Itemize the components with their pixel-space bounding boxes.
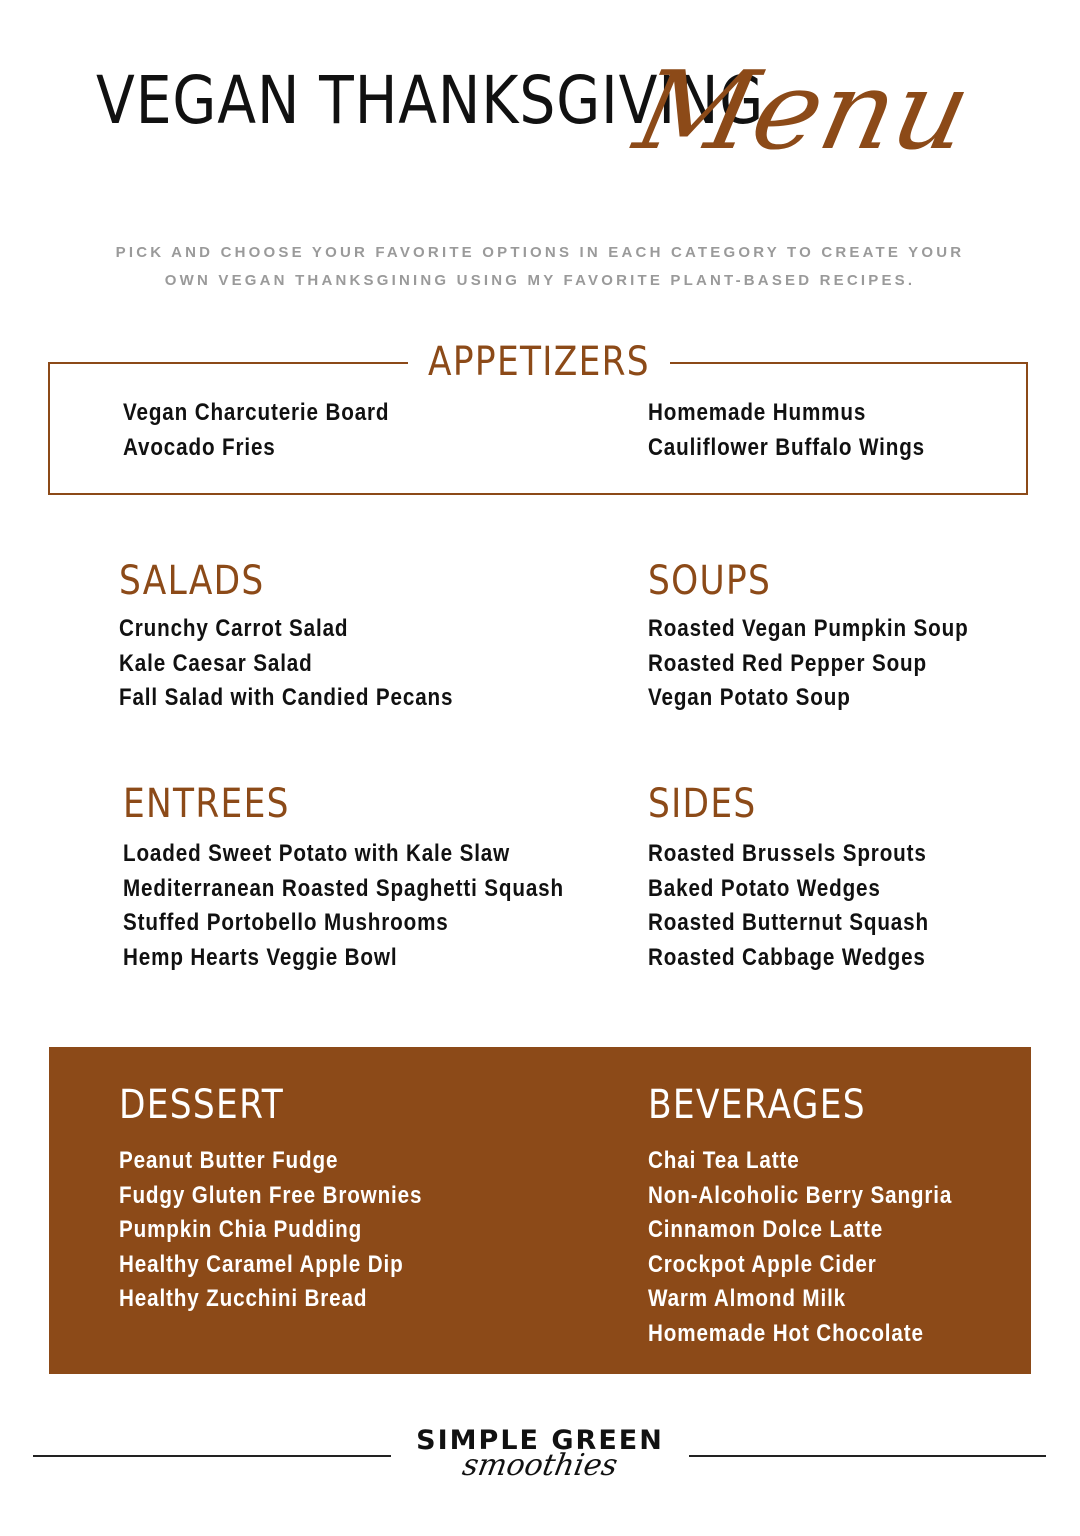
sides-list	[648, 837, 975, 975]
list-item: Peanut Butter Fudge	[119, 1147, 339, 1174]
salads-list	[119, 612, 508, 716]
appetizers-list-right	[648, 396, 970, 465]
list-item: Crunchy Carrot Salad	[119, 615, 349, 642]
beverages-list	[648, 1144, 1002, 1351]
list-item: Roasted Cabbage Wedges	[648, 943, 926, 971]
list-item: Roasted Red Pepper Soup	[648, 649, 927, 677]
list-item: Warm Almond Milk	[648, 1285, 847, 1312]
list-item: Fudgy Gluten Free Brownies	[119, 1181, 423, 1209]
list-item: Vegan Potato Soup	[648, 684, 851, 711]
list-item: Homemade Hot Chocolate	[648, 1319, 924, 1347]
menu-script-title: Menu	[625, 49, 982, 174]
beverages-heading: BEVERAGES	[648, 1082, 866, 1128]
dessert-heading: DESSERT	[119, 1082, 285, 1128]
dessert-list	[119, 1144, 472, 1317]
list-item: Fall Salad with Candied Pecans	[119, 684, 454, 711]
list-item: Roasted Vegan Pumpkin Soup	[648, 615, 969, 642]
brand-logo: SIMPLE GREEN	[416, 1425, 664, 1456]
intro-line-2: OWN VEGAN THANKSGINING USING MY FAVORITE PLANT-BASED RECIPES.	[164, 272, 916, 289]
list-item: Kale Caesar Salad	[119, 649, 313, 677]
appetizers-heading: APPETIZERS	[428, 339, 650, 385]
list-item: Pumpkin Chia Pudding	[119, 1216, 363, 1243]
list-item: Loaded Sweet Potato with Kale Slaw	[123, 840, 511, 867]
list-item: Vegan Charcuterie Board	[123, 399, 390, 426]
intro-line-1: PICK AND CHOOSE YOUR FAVORITE OPTIONS IN EACH CATEGORY TO CREATE YOUR	[115, 244, 965, 261]
list-item: Chai Tea Latte	[648, 1147, 800, 1174]
soups-list	[648, 612, 1021, 716]
list-item: Cauliflower Buffalo Wings	[648, 433, 926, 461]
list-item: Stuffed Portobello Mushrooms	[123, 909, 449, 936]
list-item: Hemp Hearts Veggie Bowl	[123, 943, 398, 971]
list-item: Healthy Caramel Apple Dip	[119, 1250, 404, 1278]
list-item: Roasted Brussels Sprouts	[648, 840, 927, 867]
list-item: Healthy Zucchini Bread	[119, 1285, 368, 1312]
list-item: Mediterranean Roasted Spaghetti Squash	[123, 874, 564, 902]
list-item: Crockpot Apple Cider	[648, 1250, 877, 1278]
list-item: Non-Alcoholic Berry Sangria	[648, 1181, 953, 1209]
appetizers-list-left	[123, 396, 433, 465]
soups-heading: SOUPS	[648, 558, 772, 604]
entrees-list	[123, 837, 636, 975]
list-item: Cinnamon Dolce Latte	[648, 1216, 884, 1243]
list-item: Homemade Hummus	[648, 399, 867, 426]
salads-heading: SALADS	[119, 558, 265, 604]
list-item: Avocado Fries	[123, 433, 276, 461]
list-item: Baked Potato Wedges	[648, 874, 881, 902]
sides-heading: SIDES	[648, 781, 757, 827]
page-title: VEGAN THANKSGIVING	[96, 62, 765, 139]
appetizers-heading-wrap	[408, 339, 670, 385]
entrees-heading: ENTREES	[123, 781, 290, 827]
brand-logo-script: smoothies	[459, 1448, 621, 1483]
list-item: Roasted Butternut Squash	[648, 909, 929, 936]
